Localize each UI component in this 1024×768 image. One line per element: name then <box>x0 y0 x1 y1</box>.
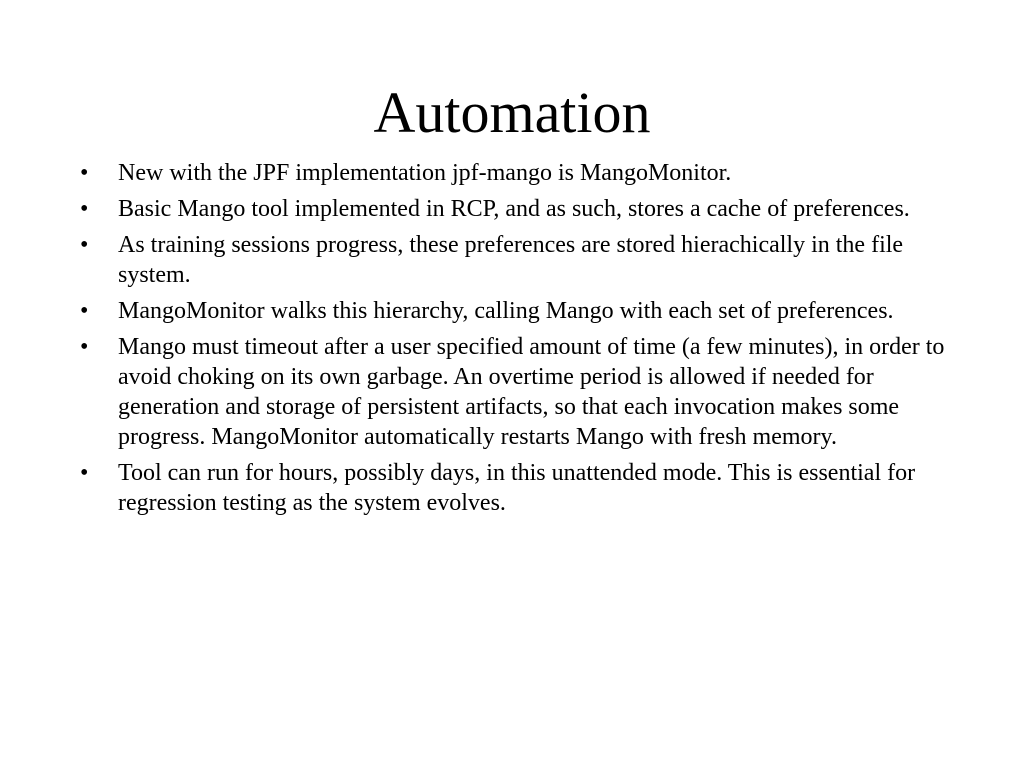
bullet-text: MangoMonitor walks this hierarchy, calling Mango with each set of preferences. <box>118 298 894 324</box>
bullet-icon: • <box>80 460 89 486</box>
bullet-icon: • <box>80 232 89 258</box>
bullet-icon: • <box>80 334 89 360</box>
bullet-item <box>80 296 950 326</box>
bullet-text: As training sessions progress, these preferences are stored hierachically in the file system. <box>118 232 904 288</box>
bullet-item <box>80 332 950 452</box>
bullet-item <box>80 158 950 188</box>
slide-title: Automation <box>373 80 651 145</box>
bullet-item <box>80 194 950 224</box>
bullet-icon: • <box>80 298 89 324</box>
bullet-text: New with the JPF implementation jpf-mango is MangoMonitor. <box>118 160 732 186</box>
bullet-text: Tool can run for hours, possibly days, in this unattended mode. This is essential for regression testing as the system evolves. <box>118 460 916 516</box>
bullet-item <box>80 230 950 290</box>
bullet-item <box>80 458 950 518</box>
bullet-icon: • <box>80 196 89 222</box>
bullet-list <box>80 158 950 524</box>
bullet-text: Mango must timeout after a user specified amount of time (a few minutes), in order to avoid choking on its own garbage. An overtime period is allowed if needed for generation and storage of persistent artifacts, so that each invocation makes some progress. MangoMonitor automatically restarts Mango with fresh memory. <box>118 334 945 450</box>
bullet-icon: • <box>80 160 89 186</box>
bullet-text: Basic Mango tool implemented in RCP, and as such, stores a cache of preferences. <box>118 196 910 222</box>
